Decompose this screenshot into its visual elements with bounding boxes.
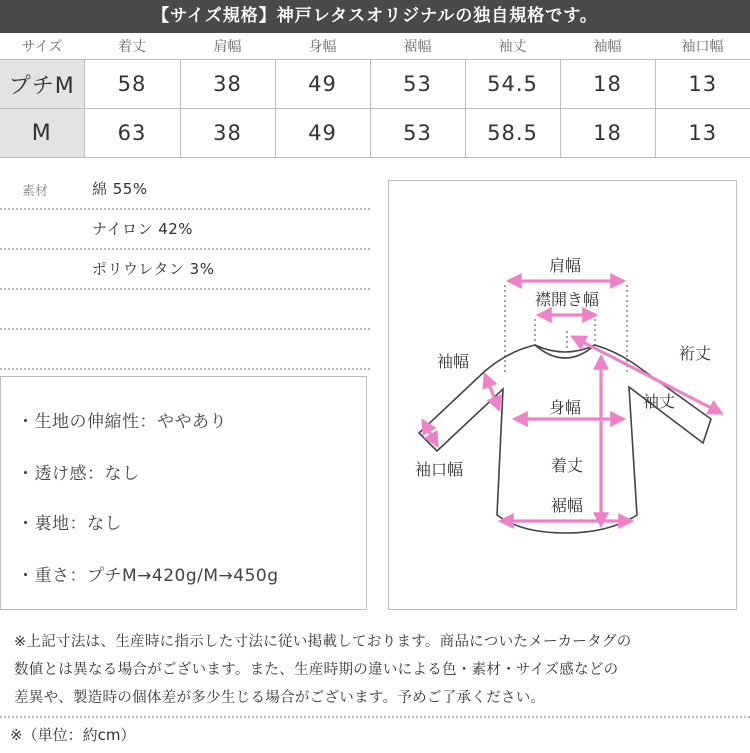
table-cell: 53	[370, 60, 465, 109]
fabric-properties	[0, 376, 367, 610]
table-cell: 58	[84, 60, 180, 109]
size-table	[0, 33, 750, 158]
table-row	[0, 60, 750, 109]
material-row	[0, 250, 370, 290]
column-header: 身幅	[275, 33, 370, 60]
table-cell: 18	[560, 60, 655, 109]
material-row	[0, 170, 370, 210]
material-row-empty	[0, 290, 370, 330]
label-hem: 裾幅	[550, 496, 584, 515]
column-header: 袖丈	[465, 33, 560, 60]
table-cell: 18	[560, 109, 655, 158]
table-cell: 58.5	[465, 109, 560, 158]
label-sleeve-width: 袖幅	[436, 352, 470, 371]
table-row	[0, 109, 750, 158]
note-line: 数値とは異なる場合がございます。また、生産時期の違いによる色・素材・サイズ感などの	[14, 662, 619, 678]
size-label: M	[0, 109, 84, 158]
label-yuki: 裄丈	[678, 344, 712, 363]
table-cell: 54.5	[465, 60, 560, 109]
table-cell: 38	[180, 109, 275, 158]
size-label: プチM	[0, 60, 84, 109]
table-header-row	[0, 33, 750, 60]
label-shoulder: 肩幅	[548, 256, 582, 275]
material-list	[0, 170, 370, 370]
table-cell: 38	[180, 60, 275, 109]
table-cell: 49	[275, 109, 370, 158]
label-sleeve-length: 袖丈	[642, 392, 676, 411]
label-cuff: 袖口幅	[414, 460, 464, 479]
property-sheerness: ・透け感：なし	[17, 464, 140, 484]
unit-note: ※（単位：約cm）	[10, 726, 136, 744]
column-header: 着丈	[84, 33, 180, 60]
column-header: 裾幅	[370, 33, 465, 60]
measurement-diagram	[388, 180, 737, 610]
table-cell: 53	[370, 109, 465, 158]
note-line: 差異や、製造時の個体差が多少生じる場合がございます。予めご了承ください。	[14, 690, 546, 706]
property-stretch: ・生地の伸縮性：ややあり	[17, 412, 227, 432]
column-header: 肩幅	[180, 33, 275, 60]
table-cell: 63	[84, 109, 180, 158]
property-lining: ・裏地：なし	[17, 514, 122, 534]
material-item: ナイロン 42%	[92, 220, 194, 238]
unit-row	[0, 716, 750, 753]
material-label: 素材	[22, 184, 49, 199]
disclaimer-notes	[14, 628, 744, 712]
table-cell: 13	[655, 60, 750, 109]
note-line: ※上記寸法は、生産時に指示した寸法に従い掲載しております。商品についたメーカータグの	[14, 634, 632, 650]
table-cell: 13	[655, 109, 750, 158]
property-weight: ・重さ：プチM→420g/M→450g	[17, 566, 279, 586]
label-length: 着丈	[550, 456, 584, 475]
page-title: 【サイズ規格】神戸レタスオリジナルの独自規格です。	[0, 0, 750, 33]
material-item: 綿 55%	[92, 180, 148, 198]
column-header: サイズ	[0, 33, 84, 60]
column-header: 袖口幅	[655, 33, 750, 60]
material-item: ポリウレタン 3%	[92, 260, 215, 278]
garment-diagram	[389, 181, 738, 611]
column-header: 袖幅	[560, 33, 655, 60]
label-neck: 襟開き幅	[534, 290, 600, 309]
label-body-width: 身幅	[548, 398, 582, 417]
table-cell: 49	[275, 60, 370, 109]
material-row	[0, 210, 370, 250]
material-row-empty	[0, 330, 370, 370]
